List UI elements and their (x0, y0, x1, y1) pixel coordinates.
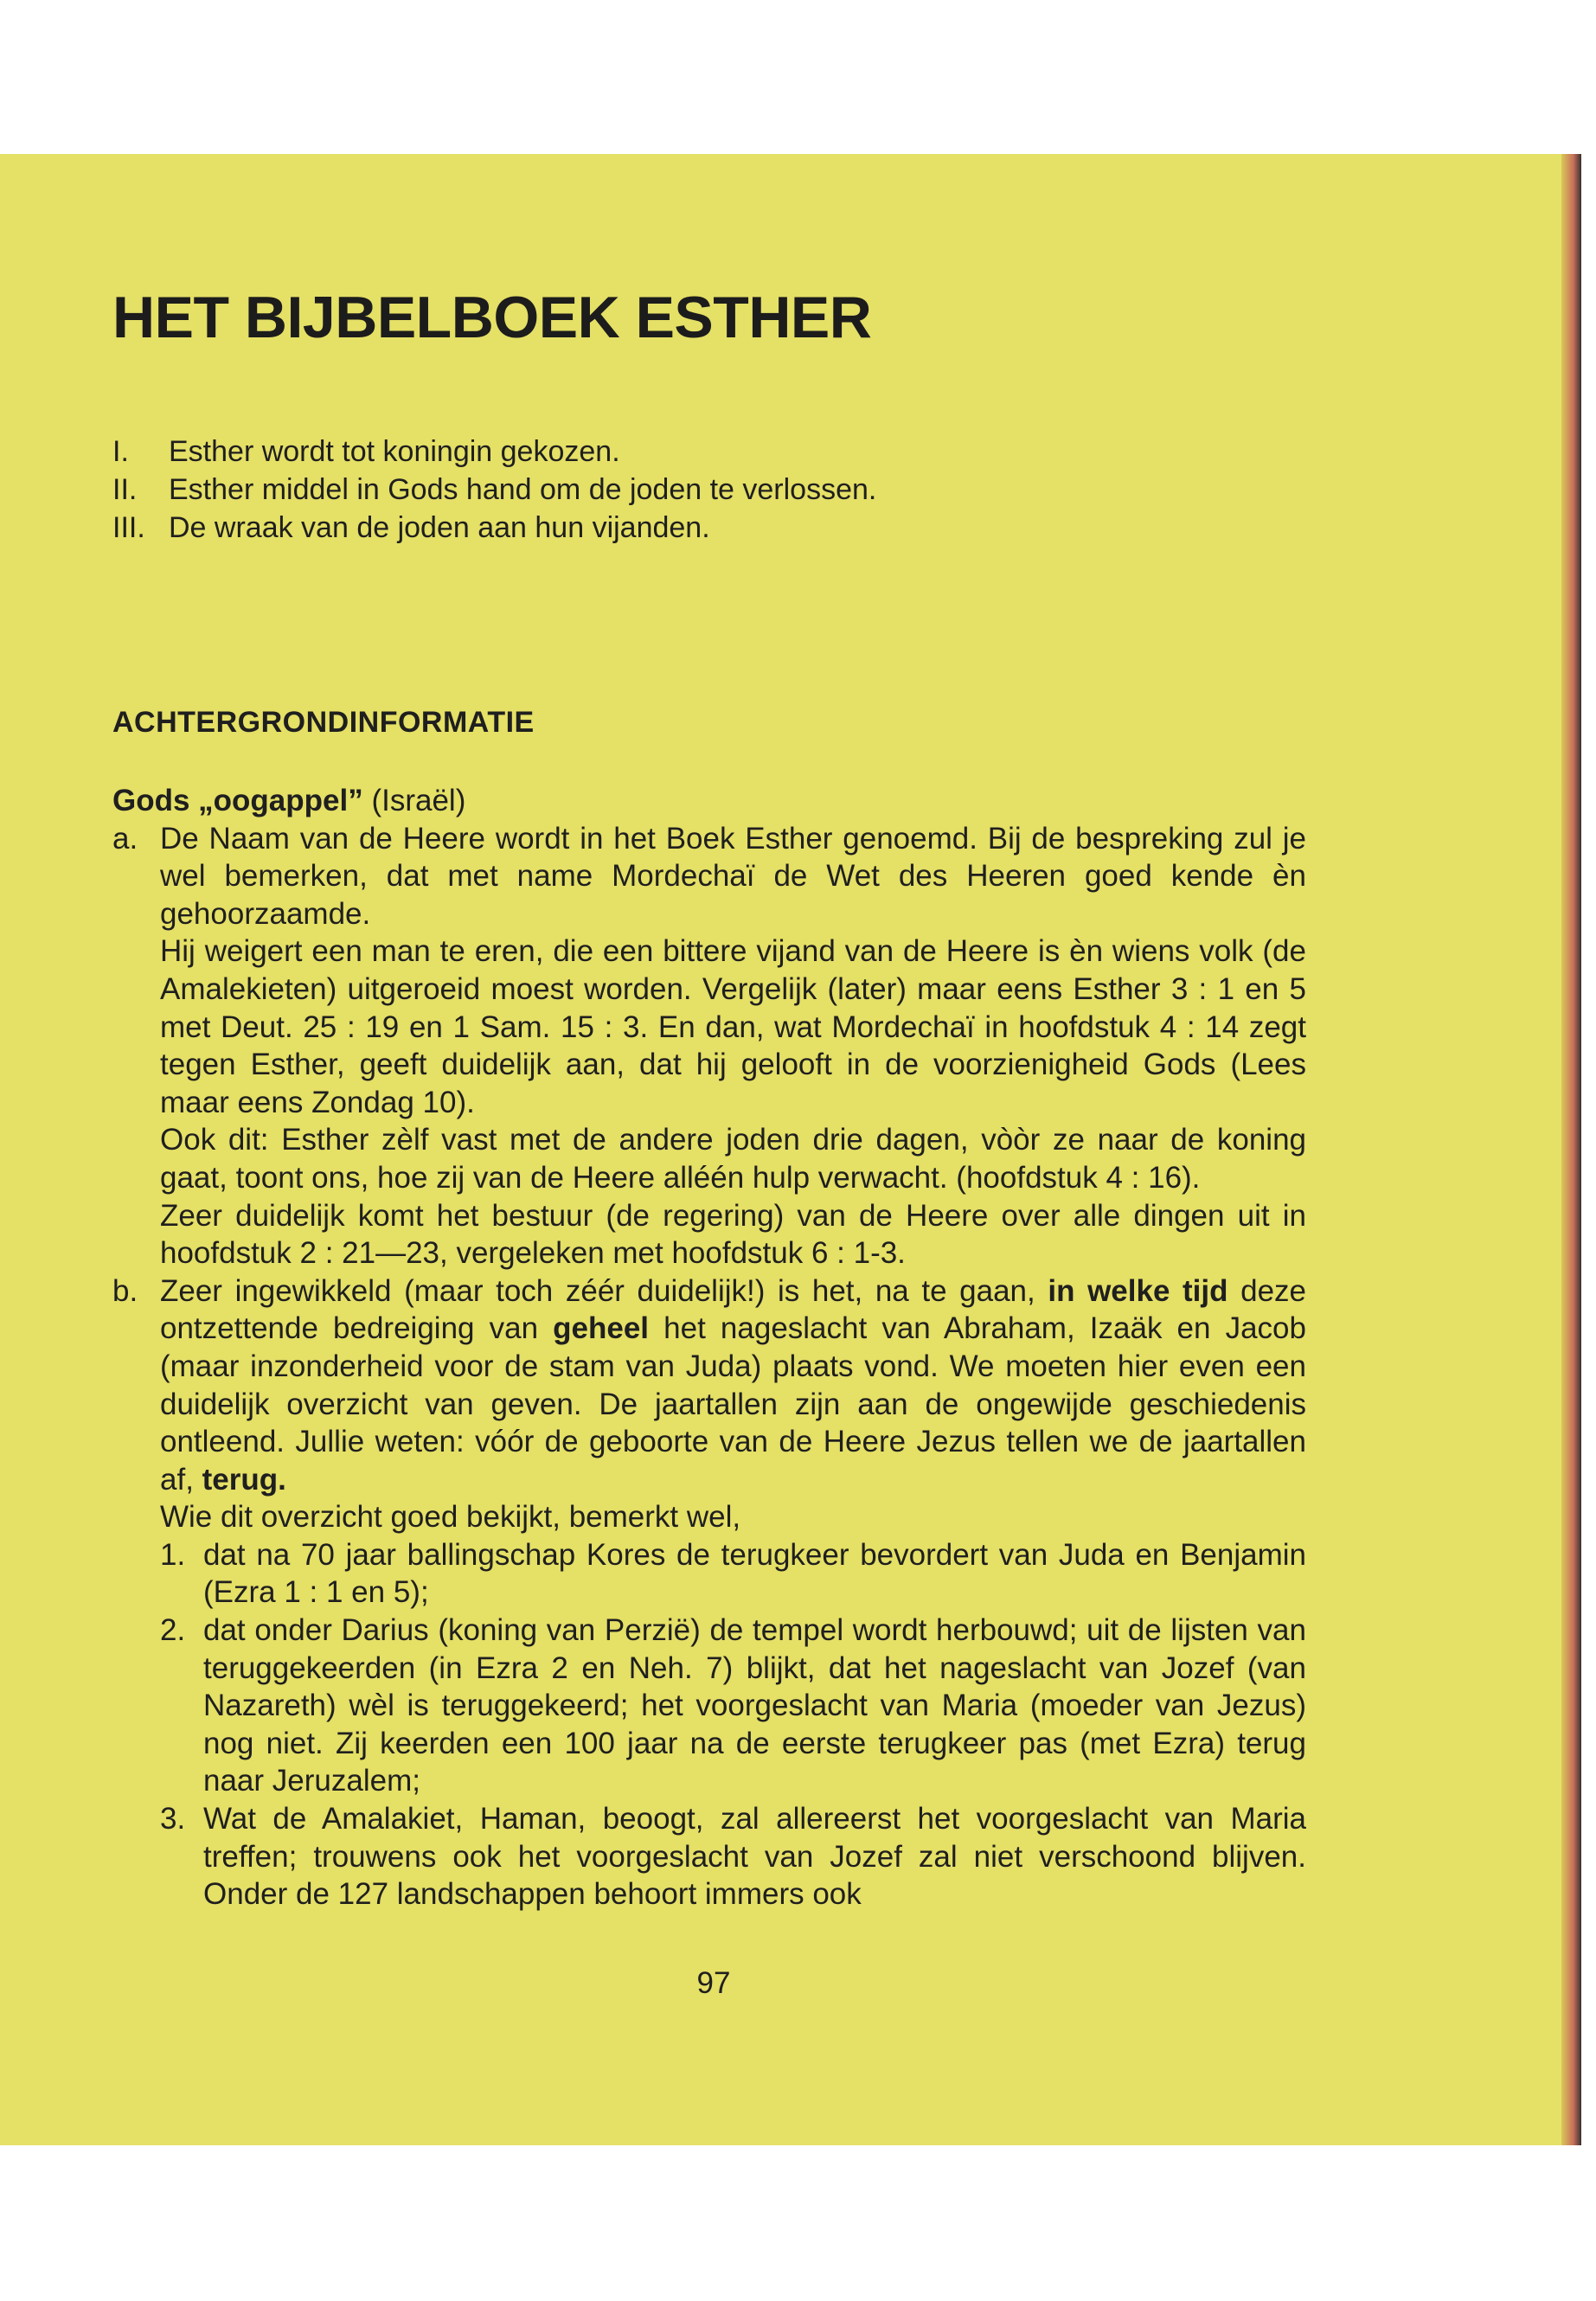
page-title: HET BIJBELBOEK ESTHER (112, 285, 872, 350)
list-item: 3. Wat de Amalakiet, Haman, beoogt, zal allereerst het voorgeslacht van Maria treffen; trouwens ook het voorgeslacht van Jozef zal niet verschoond blijven. Onder de 127 landschappen behoort immers ook (160, 1802, 1306, 1912)
list-item: II. Esther middel in Gods hand om de joden te verlossen. (112, 473, 877, 506)
section-heading: ACHTERGRONDINFORMATIE (112, 706, 535, 739)
chapter-list (112, 433, 876, 547)
page-number: 97 (696, 1966, 731, 2000)
list-item: III. De wraak van de joden aan hun vijanden. (112, 511, 710, 544)
body-text (112, 782, 1306, 1913)
paragraph: Wie dit overzicht goed bekijkt, bemerkt wel, (160, 1500, 741, 1535)
page-content (0, 154, 1581, 2145)
paragraph-b: b. Zeer ingewikkeld (maar toch zéér duidelijk!) is het, na te gaan, in welke tijd deze ontzettende bedreiging van geheel het nageslacht van Abraham, Izaäk en Jacob (maar inzonderheid voor de stam van Juda) plaats vond. We moeten hier even een duidelijk overzicht van geven. De jaartallen zijn aan de ongewijde geschiedenis ontleend. Jullie weten: vóór de geboorte van de Heere Jezus tellen we de jaartallen af, terug. (112, 1273, 1306, 1497)
paragraph: Ook dit: Esther zèlf vast met de andere joden drie dagen, vòòr ze naar de koning gaat, toont ons, hoe zij van de Heere alléén hulp verwacht. (hoofdstuk 4 : 16). (160, 1123, 1306, 1195)
paragraph: Zeer duidelijk komt het bestuur (de regering) van de Heere over alle dingen uit in hoofdstuk 2 : 21—23, vergeleken met hoofdstuk 6 : 1-3. (160, 1198, 1306, 1271)
list-item: 1. dat na 70 jaar ballingschap Kores de terugkeer bevordert van Juda en Benjamin (Ezra 1 : 1 en 5); (160, 1537, 1306, 1610)
subheading: Gods „oogappel” (Israël) (112, 784, 466, 817)
list-item: 2. dat onder Darius (koning van Perzië) de tempel wordt herbouwd; uit de lijsten van teruggekeerden (in Ezra 2 en Neh. 7) blijkt, dat het nageslacht van Jozef (van Nazareth) wèl is teruggekeerd; het voorgeslacht van Maria (moeder van Jezus) nog niet. Zij keerden een 100 jaar na de eerste terugkeer pas (met Ezra) terug naar Jeruzalem; (160, 1613, 1306, 1798)
list-item: I. Esther wordt tot koningin gekozen. (112, 435, 620, 468)
paragraph-a: a. De Naam van de Heere wordt in het Boek Esther genoemd. Bij de bespreking zul je wel bemerken, dat met name Mordechaï de Wet des Heeren goed kende èn gehoorzaamde. (112, 821, 1306, 931)
paragraph: Hij weigert een man te eren, die een bittere vijand van de Heere is èn wiens volk (de Amalekieten) uitgeroeid moest worden. Vergelijk (later) maar eens Esther 3 : 1 en 5 met Deut. 25 : 19 en 1 Sam. 15 : 3. En dan, wat Mordechaï in hoofdstuk 4 : 14 zegt tegen Esther, geeft duidelijk aan, dat hij gelooft in de voorzienigheid Gods (Lees maar eens Zondag 10). (160, 934, 1306, 1119)
